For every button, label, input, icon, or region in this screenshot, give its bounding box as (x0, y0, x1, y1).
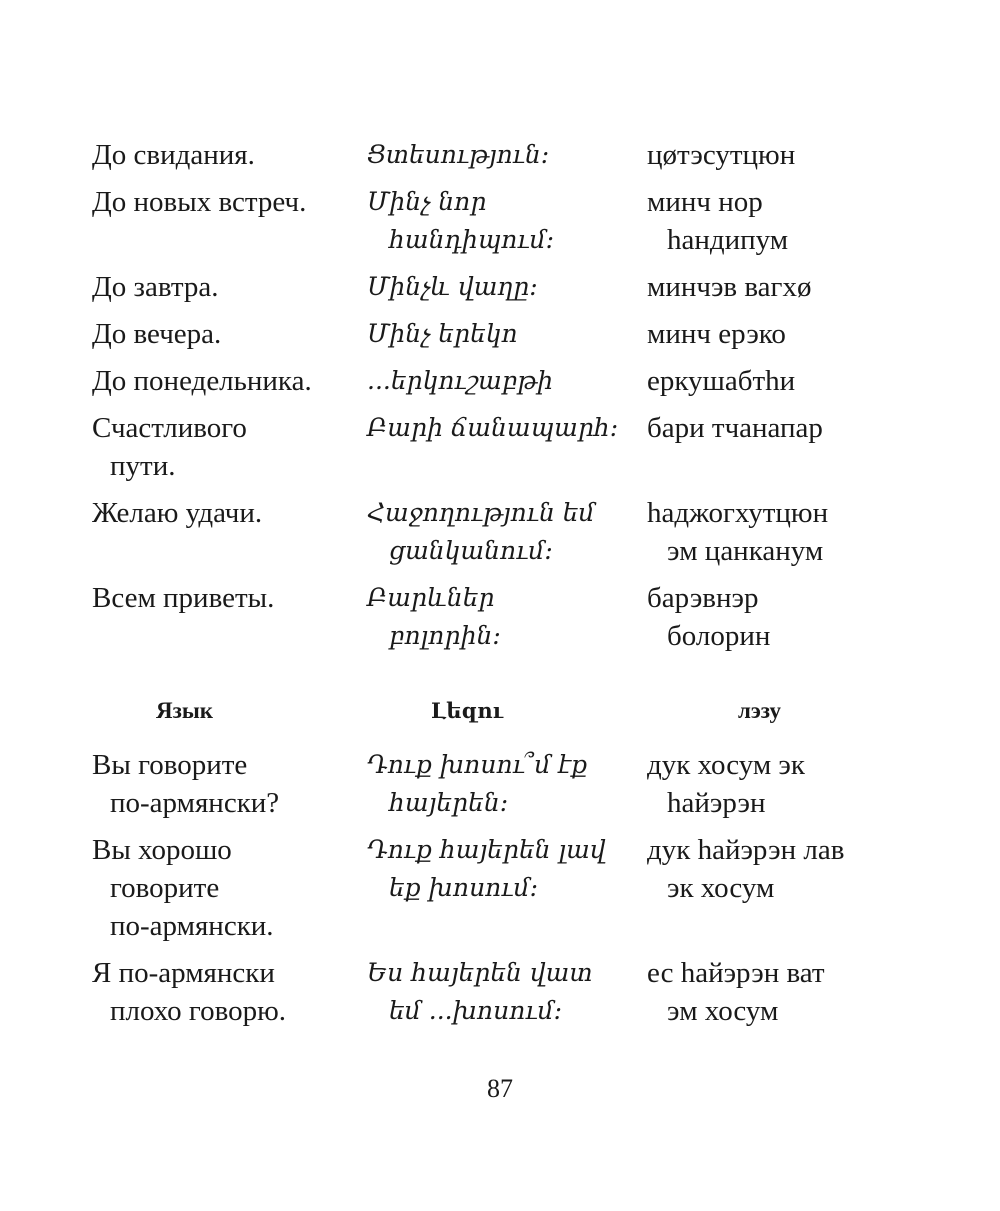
armenian-phrase-line: Ես հայերեն վատ (367, 958, 593, 987)
armenian-phrase-line: հանդիպում: (389, 225, 555, 254)
russian-phrase-line: До новых встреч. (92, 186, 307, 218)
phrase-row (92, 954, 912, 1030)
armenian-phrase-line: ցանկանում: (389, 536, 553, 565)
armenian-phrase-line: Դուք խոսու՞մ էք (367, 750, 588, 779)
transliteration (647, 315, 912, 353)
armenian-phrase-line: Բարի ճանապարհ: (367, 413, 619, 442)
transliteration-line: болорин (667, 620, 771, 652)
transliteration-line: еркушабтhи (647, 365, 796, 397)
armenian-phrase (367, 268, 647, 306)
russian-phrase (92, 183, 367, 221)
transliteration-line: эм хосум (667, 995, 779, 1027)
russian-phrase-line: Вы говорите (92, 749, 248, 781)
armenian-phrase-line: Ցտեսություն: (367, 140, 550, 169)
transliteration-line: ес hайэрэн ват (647, 957, 825, 989)
transliteration-line: минч нор (647, 186, 763, 218)
russian-phrase (92, 136, 367, 174)
transliteration (647, 954, 912, 1030)
russian-phrase (92, 831, 367, 945)
russian-phrase (92, 954, 367, 1030)
armenian-phrase (367, 136, 647, 174)
russian-phrase-line: До вечера. (92, 318, 222, 350)
phrase-row (92, 268, 912, 306)
transliteration (647, 183, 912, 259)
transliteration (647, 494, 912, 570)
transliteration (647, 268, 912, 306)
russian-phrase-line: Всем приветы. (92, 582, 275, 614)
phrase-row (92, 409, 912, 485)
transliteration-line: hаджогхутцюн (647, 497, 829, 529)
heading-transliteration: лэзу (737, 698, 782, 723)
armenian-phrase-line: Մինչ երեկո (367, 319, 518, 348)
russian-phrase (92, 268, 367, 306)
armenian-phrase-line: եք խոսում: (389, 873, 539, 902)
russian-phrase (92, 362, 367, 400)
phrase-row (92, 183, 912, 259)
russian-phrase-line: по-армянски? (110, 787, 280, 819)
transliteration-line: эм цанканум (667, 535, 824, 567)
russian-phrase-line: пути. (110, 450, 176, 482)
armenian-phrase (367, 409, 647, 447)
transliteration (647, 362, 912, 400)
phrase-row (92, 136, 912, 174)
phrase-row (92, 362, 912, 400)
transliteration (647, 136, 912, 174)
armenian-phrase (367, 494, 647, 570)
armenian-phrase-line: Դուք հայերեն լավ (367, 835, 606, 864)
transliteration-line: минчэв вагхø (647, 271, 812, 303)
phrase-row (92, 746, 912, 822)
page-number: 87 (487, 1074, 513, 1103)
armenian-phrase-line: եմ ...խոսում: (389, 996, 563, 1025)
russian-phrase-line: плохо говорю. (110, 995, 286, 1027)
russian-phrase (92, 579, 367, 617)
phrase-row (92, 494, 912, 570)
language-heading (92, 696, 912, 726)
armenian-phrase (367, 954, 647, 1030)
russian-phrase-line: До свидания. (92, 139, 255, 171)
armenian-phrase (367, 746, 647, 822)
russian-phrase (92, 409, 367, 485)
russian-phrase (92, 494, 367, 532)
farewells-section (92, 136, 912, 664)
russian-phrase-line: Счастливого (92, 412, 247, 444)
phrase-row (92, 315, 912, 353)
heading-armenian: Լեզու (431, 698, 503, 723)
transliteration (647, 579, 912, 655)
transliteration-line: дук хосум эк (647, 749, 805, 781)
russian-phrase-line: говорите (110, 872, 220, 904)
transliteration-line: цøтэсутцюн (647, 139, 796, 171)
transliteration-line: минч ерэко (647, 318, 786, 350)
transliteration-line: эк хосум (667, 872, 775, 904)
transliteration-line: hайэрэн (667, 787, 766, 819)
language-section (92, 746, 912, 1039)
armenian-phrase-line: Հաջողություն եմ (367, 498, 595, 527)
armenian-phrase (367, 362, 647, 400)
armenian-phrase (367, 315, 647, 353)
armenian-phrase-line: հայերեն: (389, 788, 509, 817)
transliteration-line: hандипум (667, 224, 789, 256)
heading-russian: Язык (155, 698, 214, 723)
armenian-phrase-line: ...երկուշաբթի (367, 366, 553, 395)
armenian-phrase-line: Մինչ նոր (367, 187, 487, 216)
armenian-phrase-line: բոլորին: (389, 621, 501, 650)
russian-phrase-line: Я по-армянски (92, 957, 275, 989)
phrase-row (92, 579, 912, 655)
russian-phrase (92, 746, 367, 822)
armenian-phrase-line: Բարևներ (367, 583, 495, 612)
transliteration-line: барэвнэр (647, 582, 759, 614)
armenian-phrase (367, 831, 647, 907)
transliteration-line: дук hайэрэн лав (647, 834, 845, 866)
russian-phrase-line: До завтра. (92, 271, 219, 303)
russian-phrase (92, 315, 367, 353)
transliteration (647, 831, 912, 907)
armenian-phrase (367, 579, 647, 655)
russian-phrase-line: Вы хорошо (92, 834, 232, 866)
transliteration (647, 409, 912, 447)
transliteration-line: бари тчанапар (647, 412, 823, 444)
phrase-row (92, 831, 912, 945)
russian-phrase-line: по-армянски. (110, 910, 274, 942)
russian-phrase-line: Желаю удачи. (92, 497, 263, 529)
russian-phrase-line: До понедельника. (92, 365, 312, 397)
armenian-phrase (367, 183, 647, 259)
transliteration (647, 746, 912, 822)
armenian-phrase-line: Մինչև վաղը: (367, 272, 538, 301)
